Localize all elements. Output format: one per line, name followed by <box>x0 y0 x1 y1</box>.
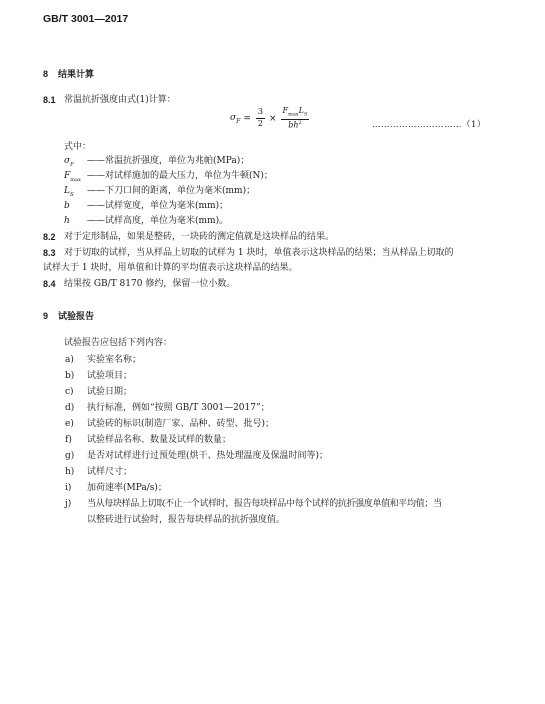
formula-1 <box>230 107 311 131</box>
list-item-text: 实验室名称； <box>87 355 142 365</box>
def-text-sigma: ——常温抗折强度，单位为兆帕(MPa)； <box>87 156 250 166</box>
clause-8-2-number: 8.2 <box>43 232 56 242</box>
list-item-label: j) <box>65 499 72 509</box>
def-text-ls: ——下刀口间的距离，单位为毫米(mm)； <box>87 186 256 196</box>
def-sym-ls: $L_S$ <box>64 186 74 198</box>
formula-times: × <box>268 113 277 124</box>
list-item-label: h) <box>65 467 75 477</box>
def-text-h: ——试样高度，单位为毫米(mm)。 <box>87 216 229 226</box>
standard-header: GB/T 3001—2017 <box>43 13 129 25</box>
clause-8-4-number: 8.4 <box>43 279 56 289</box>
formula-coefficient: $\frac{3}{2}$ <box>257 107 263 129</box>
report-intro: 试验报告应包括下列内容： <box>64 338 173 348</box>
section-9-number: 9 <box>43 311 49 321</box>
where-label: 式中： <box>64 142 92 152</box>
clause-8-1-number: 8.1 <box>43 95 56 105</box>
list-item-text: 试验项目； <box>87 371 133 381</box>
formula-number: …………………………（1） <box>372 120 486 130</box>
formula-equals: = <box>243 113 251 124</box>
list-item-text: 是否对试样进行过预处理(烘干、热处理温度及保温时间等)； <box>87 451 329 461</box>
list-item-text: 试验日期； <box>87 387 133 397</box>
list-item-label: i) <box>65 483 72 493</box>
clause-8-2-text: 对于定形制品，如果是整砖，一块砖的测定值就是这块样品的结果。 <box>64 232 335 242</box>
clause-8-3-line1: 对于切取的试样，当从样品上切取的试样为 1 块时，单值表示这块样品的结果；当从样品上切取的 <box>64 248 454 258</box>
list-item-text-continued: 以整砖进行试验时，报告每块样品的抗折强度值。 <box>87 515 286 525</box>
list-item-label: g) <box>65 451 75 461</box>
section-9-title: 试验报告 <box>58 311 95 321</box>
clause-8-3-line2: 试样大于 1 块时，用单值和计算的平均值表示这块样品的结果。 <box>43 263 298 273</box>
list-item-text: 试样尺寸； <box>87 467 133 477</box>
clause-8-1-text: 常温抗折强度由式(1)计算： <box>64 95 176 105</box>
section-8-title: 结果计算 <box>58 69 95 79</box>
formula-fraction: $\frac{F_{max}L_S}{bh^2}$ <box>282 106 308 130</box>
list-item-text: 试验砖的标识(制造厂家、品种、砖型、批号)； <box>87 419 275 429</box>
list-item-label: c) <box>65 387 74 397</box>
clause-8-4-text: 结果按 GB/T 8170 修约，保留一位小数。 <box>64 279 236 289</box>
list-item-label: e) <box>65 419 74 429</box>
list-item-label: d) <box>65 403 75 413</box>
list-item-label: f) <box>65 435 72 445</box>
def-sym-h: h <box>64 216 70 226</box>
list-item-label: a) <box>65 355 74 365</box>
def-sym-sigma: $\sigma_F$ <box>64 156 74 168</box>
list-item-text: 试验样品名称、数量及试样的数量； <box>87 435 232 445</box>
list-item-text: 加荷速率(MPa/s)； <box>87 483 167 493</box>
clause-8-3-number: 8.3 <box>43 248 56 258</box>
def-sym-fmax: $F_{max}$ <box>64 171 81 183</box>
formula-lhs: $\sigma_F$ <box>230 112 241 125</box>
def-text-b: ——试样宽度，单位为毫米(mm)； <box>87 201 229 211</box>
list-item-text: 执行标准，例如“按照 GB/T 3001—2017”； <box>87 403 270 413</box>
list-item-label: b) <box>65 371 75 381</box>
def-sym-b: b <box>64 201 70 211</box>
section-8-number: 8 <box>43 69 49 79</box>
list-item-text: 当从每块样品上切取不止一个试样时，报告每块样品中每个试样的抗折强度单值和平均值；当 <box>87 499 442 509</box>
def-text-fmax: ——对试样施加的最大压力，单位为牛顿(N)； <box>87 171 273 181</box>
